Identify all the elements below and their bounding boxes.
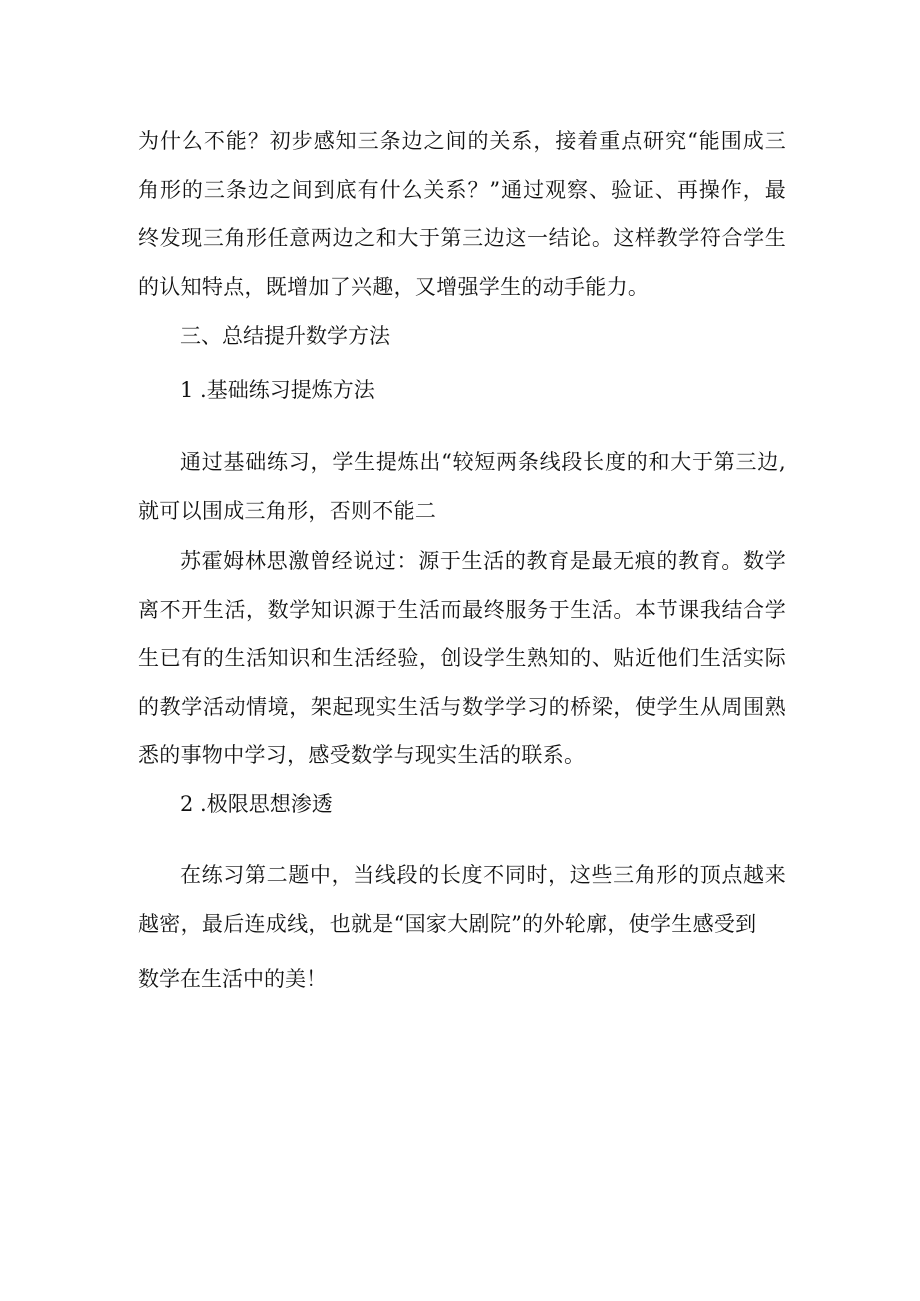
subsection-heading-2: 2 .极限思想渗透 — [180, 792, 333, 816]
subsection-heading-1: 1 .基础练习提炼方法 — [180, 378, 375, 402]
section-heading: 三、总结提升数学方法 — [180, 324, 390, 348]
paragraph-final-line: 数学在生活中的美！ — [138, 967, 327, 991]
paragraph-basic-practice: 通过基础练习，学生提炼出“较短两条线段长度的和大于第三边,就可以围成三角形，否则不能二 — [138, 450, 786, 523]
paragraph-limit-thinking: 在练习第二题中，当线段的长度不同时，这些三角形的顶点越来越密，最后连成线，也就是“国家大剧院”的外轮廓，使学生感受到 — [138, 863, 786, 936]
paragraph-continued: 为什么不能？初步感知三条边之间的关系，接着重点研究“能围成三角形的三条边之间到底有什么关系？”通过观察、验证、再操作，最终发现三角形任意两边之和大于第三边这一结论。这样教学符合学生的认知特点，既增加了兴趣，又增强学生的动手能力。 — [138, 129, 786, 299]
paragraph-quote: 苏霍姆林思激曾经说过：源于生活的教育是最无痕的教育。数学离不开生活，数学知识源于生活而最终服务于生活。本节课我结合学生已有的生活知识和生活经验，创设学生熟知的、贴近他们生活实际的教学活动情境，架起现实生活与数学学习的桥梁，使学生从周围熟悉的事物中学习，感受数学与现实生活的联系。 — [138, 549, 786, 767]
